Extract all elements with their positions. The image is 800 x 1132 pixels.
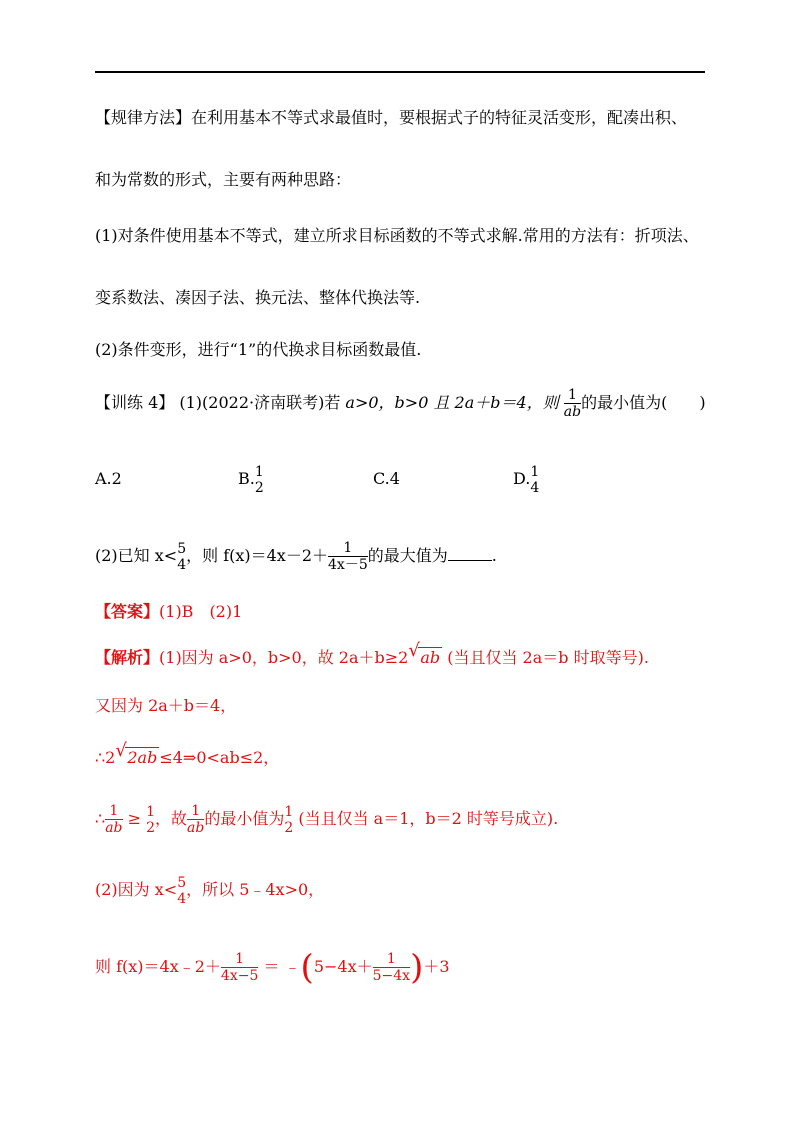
fraction: 1 2 [146,803,155,836]
fraction: 1 2 [254,463,264,496]
method-point-1a: (1)对条件使用基本不等式，建立所求目标函数的不等式求解.常用的方法有：折项法、 [95,226,699,245]
option-d: D. 1 4 [513,463,540,496]
fraction: 1 4 [530,463,540,496]
right-paren: ) [410,947,424,988]
analysis-line-3: ∴2 √ 2ab ≤4⇒0<ab≤2， [95,745,279,771]
analysis-line-1: 【解析】(1)因为 a>0，b>0，故 2a＋b≥2 √ ab (当且仅当 2a＝b 时取等号). [95,645,649,671]
analysis-line-6: 则 f(x)＝4x﹣2＋ $\frac{1}{4x-5}$ ＝ ﹣(5−4x＋ $\frac{1}{5-4x}$ )＋3 [95,947,450,988]
answer-line: 【答案】(1)B (2)1 [95,602,243,621]
analysis-line-4: ∴ $\frac{1}{ab}$ ≥ 1 2 ，故 $\frac{1}{ab}$ 的最小值为 1 2 (当且仅当 a＝1，b＝2 时等号成立). [95,803,559,836]
analysis-tag: 【解析】 [95,648,160,667]
option-a: A.2 [95,469,122,488]
fraction: $\frac{1}{4x-5}$ [220,951,259,984]
fraction: $\frac{1}{ab}$ [563,387,582,420]
left-paren: ( [300,947,314,988]
answer-blank [448,546,492,561]
exercise-q1: 【训练 4】 (1)(2022·济南联考)若 a>0，b>0 且 2a＋b＝4，则 $\frac{1}{ab}$ 的最小值为( ) [95,387,706,420]
method-point-1b: 变系数法、凑因子法、换元法、整体代换法等. [95,288,421,307]
method-point-2: (2)条件变形，进行“1”的代换求目标函数最值. [95,340,422,359]
fraction: 1 2 [284,803,294,836]
sqrt: √ ab [408,640,441,667]
method-line-2: 和为常数的形式，主要有两种思路： [95,170,352,189]
sqrt: √ 2ab [115,740,158,767]
method-line-1: 【规律方法】在利用基本不等式求最值时，要根据式子的特征灵活变形，配凑出积、 [95,108,688,127]
fraction: $\frac{1}{4x-5}$ [328,540,368,573]
option-c: C.4 [373,469,400,488]
fraction: 5 4 [177,874,187,907]
fraction: $\frac{1}{5-4x}$ [372,951,411,984]
header-rule [95,71,705,73]
answer-tag: 【答案】 [95,602,160,621]
option-b: B. 1 2 [238,463,264,496]
fraction: 5 4 [177,540,187,573]
analysis-line-5: (2)因为 x< 5 4 ，所以 5﹣4x>0， [95,874,325,907]
exercise-tag: 【训练 4】 [95,393,175,412]
exercise-q2: (2)已知 x< 5 4 ，则 f(x)＝4x－2＋ $\frac{1}{4x-5}$ 的最大值为 . [95,540,497,573]
method-tag: 【规律方法】 [95,108,192,127]
fraction: $\frac{1}{ab}$ [187,803,205,836]
analysis-line-2: 又因为 2a＋b＝4， [95,696,237,715]
fraction: $\frac{1}{ab}$ [105,803,123,836]
